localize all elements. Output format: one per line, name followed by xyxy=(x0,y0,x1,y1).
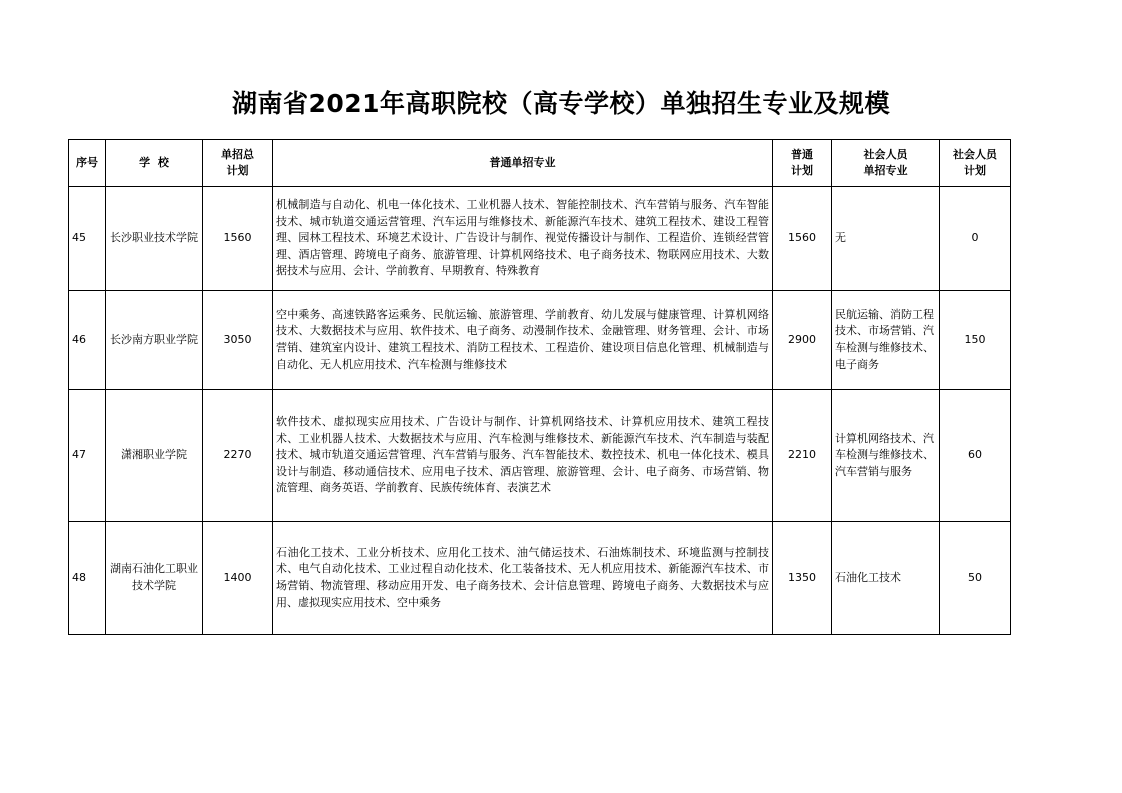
row-no: 48 xyxy=(69,522,106,635)
table-row xyxy=(69,291,1011,390)
row-total: 3050 xyxy=(203,291,273,390)
row-social-plan: 0 xyxy=(940,187,1011,291)
row-school: 潇湘职业学院 xyxy=(106,390,203,522)
admissions-table xyxy=(68,139,1011,635)
row-plan: 1350 xyxy=(773,522,832,635)
row-majors: 空中乘务、高速铁路客运乘务、民航运输、旅游管理、学前教育、幼儿发展与健康管理、计算机网络技术、大数据技术与应用、软件技术、电子商务、动漫制作技术、金融管理、财务管理、会计、市场营销、建筑室内设计、建筑工程技术、消防工程技术、工程造价、建设项目信息化管理、机械制造与自动化、无人机应用技术、汽车检测与维修技术 xyxy=(273,291,773,390)
header-plan: 普通 计划 xyxy=(773,140,832,187)
row-majors: 软件技术、虚拟现实应用技术、广告设计与制作、计算机网络技术、计算机应用技术、建筑工程技术、工业机器人技术、大数据技术与应用、汽车检测与维修技术、新能源汽车技术、汽车制造与装配技术、城市轨道交通运营管理、汽车营销与服务、汽车智能技术、数控技术、机电一体化技术、模具设计与制造、移动通信技术、应用电子技术、酒店管理、旅游管理、会计、电子商务、市场营销、物流管理、商务英语、学前教育、民族传统体育、表演艺术 xyxy=(273,390,773,522)
row-plan: 2900 xyxy=(773,291,832,390)
row-social-majors: 民航运输、消防工程技术、市场营销、汽车检测与维修技术、电子商务 xyxy=(832,291,940,390)
row-school: 湖南石油化工职业技术学院 xyxy=(106,522,203,635)
row-majors: 机械制造与自动化、机电一体化技术、工业机器人技术、智能控制技术、汽车营销与服务、汽车智能技术、城市轨道交通运营管理、汽车运用与维修技术、新能源汽车技术、建筑工程技术、建设工程管理、园林工程技术、环境艺术设计、广告设计与制作、视觉传播设计与制作、工程造价、连锁经营管理、酒店管理、跨境电子商务、旅游管理、计算机网络技术、电子商务技术、物联网应用技术、大数据技术与应用、会计、学前教育、早期教育、特殊教育 xyxy=(273,187,773,291)
row-social-majors: 计算机网络技术、汽车检测与维修技术、汽车营销与服务 xyxy=(832,390,940,522)
row-total: 2270 xyxy=(203,390,273,522)
header-no: 序号 xyxy=(69,140,106,187)
row-plan: 2210 xyxy=(773,390,832,522)
table-header-row xyxy=(69,140,1011,187)
header-total: 单招总 计划 xyxy=(203,140,273,187)
row-majors: 石油化工技术、工业分析技术、应用化工技术、油气储运技术、石油炼制技术、环境监测与控制技术、电气自动化技术、工业过程自动化技术、化工装备技术、无人机应用技术、新能源汽车技术、市场营销、物流管理、移动应用开发、电子商务技术、会计信息管理、跨境电子商务、大数据技术与应用、虚拟现实应用技术、空中乘务 xyxy=(273,522,773,635)
row-social-plan: 150 xyxy=(940,291,1011,390)
row-total: 1400 xyxy=(203,522,273,635)
row-social-plan: 50 xyxy=(940,522,1011,635)
row-total: 1560 xyxy=(203,187,273,291)
row-no: 47 xyxy=(69,390,106,522)
row-plan: 1560 xyxy=(773,187,832,291)
header-social-plan: 社会人员 计划 xyxy=(940,140,1011,187)
row-social-majors: 无 xyxy=(832,187,940,291)
table-row xyxy=(69,390,1011,522)
row-social-majors: 石油化工技术 xyxy=(832,522,940,635)
table-row xyxy=(69,522,1011,635)
row-school: 长沙南方职业学院 xyxy=(106,291,203,390)
row-no: 45 xyxy=(69,187,106,291)
header-social-majors: 社会人员 单招专业 xyxy=(832,140,940,187)
row-social-plan: 60 xyxy=(940,390,1011,522)
table-row xyxy=(69,187,1011,291)
row-school: 长沙职业技术学院 xyxy=(106,187,203,291)
page-title: 湖南省2021年高职院校（高专学校）单独招生专业及规模 xyxy=(231,89,891,118)
row-no: 46 xyxy=(69,291,106,390)
header-school: 学 校 xyxy=(106,140,203,187)
header-majors: 普通单招专业 xyxy=(273,140,773,187)
